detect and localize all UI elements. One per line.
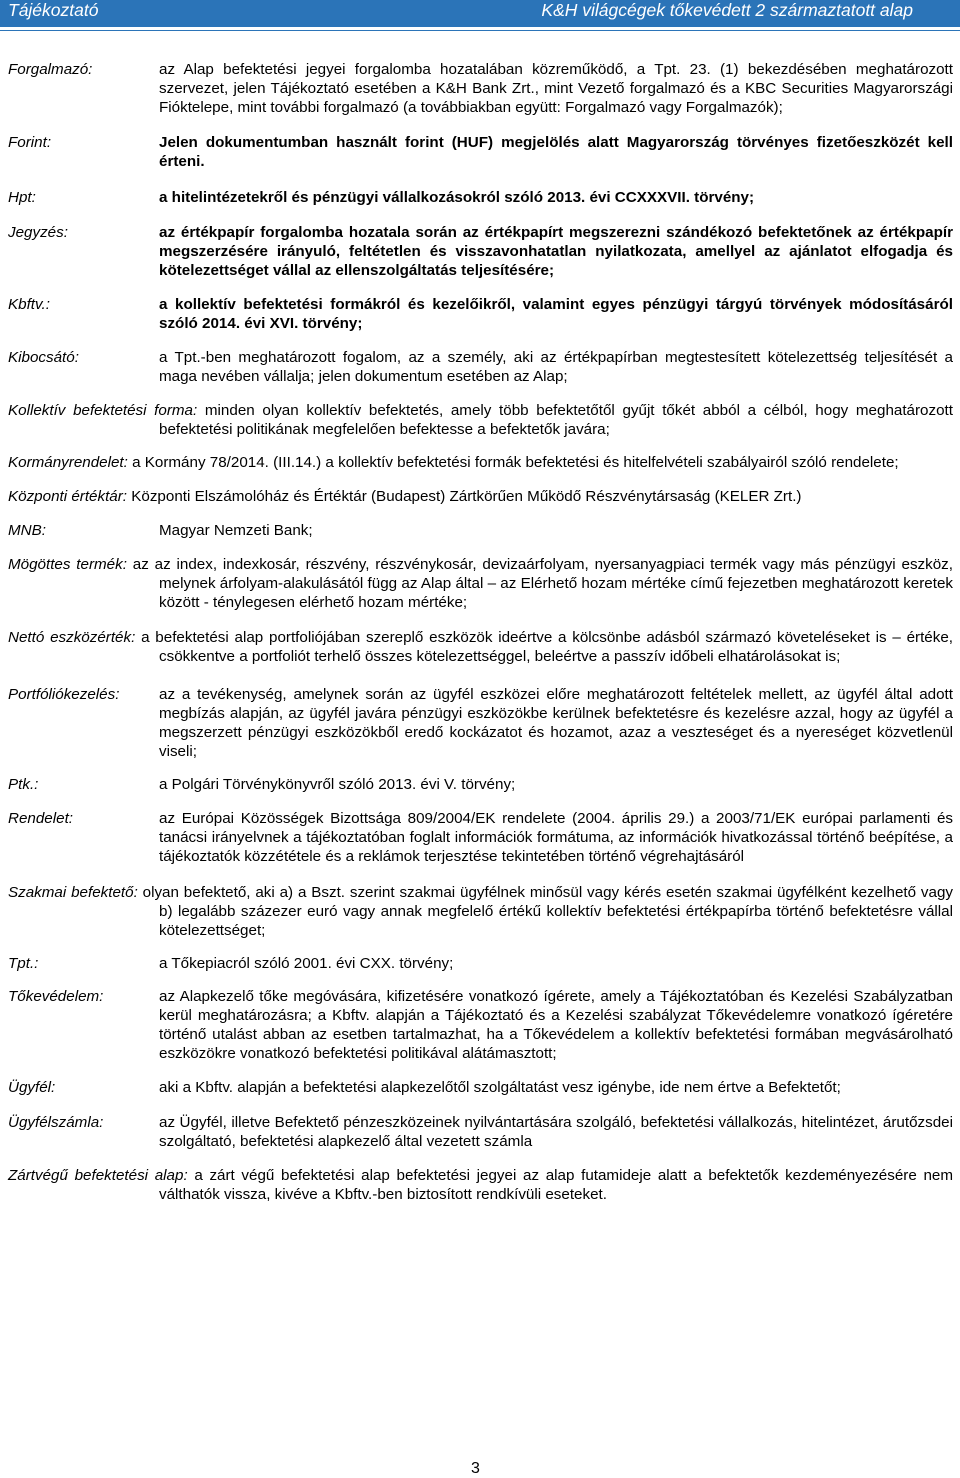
glossary-definition: Magyar Nemzeti Bank; — [159, 522, 313, 539]
glossary-definition: a Polgári Törvénykönyvről szóló 2013. évi V. törvény; — [159, 776, 516, 793]
glossary-entry — [8, 775, 953, 794]
glossary-entry — [8, 133, 953, 171]
header-rule — [0, 26, 960, 31]
glossary-entry — [8, 555, 953, 612]
glossary-term: Központi értéktár: — [8, 488, 132, 505]
glossary-entry — [8, 1078, 953, 1097]
glossary-term: Rendelet: — [8, 810, 74, 827]
glossary-entry — [8, 487, 953, 506]
glossary-term: Forint: — [8, 134, 52, 151]
page-header — [0, 0, 960, 26]
glossary-term: Ügyfél: — [8, 1079, 56, 1096]
glossary-definition: az az index, indexkosár, részvény, részvénykosár, devizaárfolyam, nyersanyagpiaci termék vagy más pénzügyi eszköz, melynek árfolyam-alakulásától függ az Alap által – az Elérhető hozam mértéke című fejezetben meghatározott keretek között - ténylegesen elérhető hozam mértéke; — [132, 556, 953, 611]
glossary-term: MNB: — [8, 522, 46, 539]
glossary-term: Tpt.: — [8, 955, 39, 972]
glossary-term: Zártvégű befektetési alap: — [8, 1167, 195, 1184]
glossary-entry — [8, 348, 953, 386]
glossary-entry — [8, 987, 953, 1063]
glossary-entry — [8, 295, 953, 333]
glossary-term: Kollektív befektetési forma: — [8, 402, 205, 419]
glossary-entry — [8, 883, 953, 940]
header-fund-name: K&H világcégek tőkevédett 2 származtatott alap — [541, 0, 913, 20]
glossary-definition: a befektetési alap portfoliójában szereplő eszközök ideértve a kölcsönbe adásból származó követeléseket is – értéke, csökkentve a portfoliót terhelő összes kötelezettséggel, beleértve a passzív időbeli elhatárolásokat is; — [141, 629, 953, 665]
glossary-definition: az Európai Közösségek Bizottsága 809/2004/EK rendelete (2004. április 29.) a 2003/71/EK európai parlamenti és tanácsi irányelvnek a tájékoztatóban foglalt információk formátuma, az információk hivatkozással történő beépítése, a tájékoztatók közzététele és a reklámok terjesztése tekintetében történő végrehajtásáról — [159, 810, 953, 865]
glossary-entry — [8, 809, 953, 866]
glossary — [8, 60, 953, 1204]
glossary-definition: Jelen dokumentumban használt forint (HUF) megjelölés alatt Magyarország törvényes fizetőeszközét kell érteni. — [159, 134, 953, 170]
glossary-term: Kibocsátó: — [8, 349, 79, 366]
header-document-title: Tájékoztató — [8, 0, 99, 20]
glossary-entry — [8, 188, 953, 207]
glossary-entry — [8, 1113, 953, 1151]
glossary-term: Ügyfélszámla: — [8, 1114, 104, 1131]
glossary-term: Portfóliókezelés: — [8, 686, 120, 703]
glossary-definition: a Tpt.-ben meghatározott fogalom, az a személy, aki az értékpapírban megtestesített kötelezettség teljesítését a maga nevében vállalja; jelen dokumentum esetében az Alap; — [159, 349, 953, 385]
glossary-definition: a Tőkepiacról szóló 2001. évi CXX. törvény; — [159, 955, 454, 972]
glossary-entry — [8, 954, 953, 973]
glossary-definition: Központi Elszámolóház és Értéktár (Budapest) Zártkörűen Működő Részvénytársaság (KELER Zrt.) — [131, 488, 802, 505]
glossary-entry — [8, 223, 953, 280]
glossary-definition: az Ügyfél, illetve Befektető pénzeszközeinek nyilvántartására szolgáló, befektetési vállalkozás, hitelintézet, árutőzsdei szolgáltató, befektetési alapkezelő által vezetett számla — [159, 1114, 953, 1150]
glossary-term: Hpt: — [8, 189, 36, 206]
glossary-definition: a zárt végű befektetési alap befektetési jegyei az alap futamideje alatt a befektetők kezdeményezésére nem válthatók vissza, kivéve a Kbftv.-ben biztosított rendkívüli eseteket. — [159, 1167, 953, 1203]
glossary-definition: a hitelintézetekről és pénzügyi vállalkozásokról szóló 2013. évi CCXXXVII. törvény; — [159, 189, 755, 206]
glossary-term: Tőkevédelem: — [8, 988, 104, 1005]
glossary-definition: minden olyan kollektív befektetés, amely több befektetőtől gyűjt tőkét abból a célból, hogy meghatározott befektetési politikának megfelelően befektesse a befektetők javára; — [159, 402, 953, 438]
glossary-entry — [8, 628, 953, 666]
glossary-definition: a kollektív befektetési formákról és kezelőikről, valamint egyes pénzügyi tárgyú törvények módosításáról szóló 2014. évi XVI. törvény; — [159, 296, 953, 332]
glossary-term: Ptk.: — [8, 776, 39, 793]
glossary-definition: aki a Kbftv. alapján a befektetési alapkezelőtől szolgáltatást vesz igénybe, ide nem értve a Befektetőt; — [159, 1079, 841, 1096]
glossary-entry — [8, 401, 953, 439]
glossary-term: Kbftv.: — [8, 296, 50, 313]
glossary-definition: olyan befektető, aki a) a Bszt. szerint szakmai ügyfélnek minősül vagy kérés esetén szakmai ügyfélként kezelhető vagy b) legalább százezer euró vagy annak megfelelő értékű kollektív befektetési értékpapírba történő befektetésre vállal kötelezettséget; — [142, 884, 953, 939]
glossary-term: Szakmai befektető: — [8, 884, 143, 901]
glossary-definition: az Alapkezelő tőke megóvására, kifizetésére vonatkozó ígérete, amely a Tájékoztatóban és Kezelési Szabályzatban kerül meghatározásra; a Kbftv. alapján a Tájékoztató és a Kezelési szabályzat Tőkevédelemre vonatkozó ígéretére történő utalást abban az esetben tartalmazhat, ha a Tőkevédelem a kollektív befektetési formában megvásárolható eszközökre vonatkozó befektetési politikával alátámasztott; — [159, 988, 953, 1062]
glossary-entry — [8, 60, 953, 117]
glossary-term: Mögöttes termék: — [8, 556, 133, 573]
glossary-term: Jegyzés: — [8, 224, 68, 241]
glossary-term: Nettó eszközérték: — [8, 629, 142, 646]
glossary-entry — [8, 1166, 953, 1204]
glossary-entry — [8, 685, 953, 761]
glossary-entry — [8, 521, 953, 540]
glossary-definition: az Alap befektetési jegyei forgalomba hozatalában közreműködő, a Tpt. 23. (1) bekezdésében meghatározott szervezet, jelen Tájékoztató esetében a K&H Bank Zrt., mint Vezető forgalmazó és a KBC Securities Magyarországi Fióktelepe, mint további forgalmazó (a továbbiakban együtt: Forgalmazó vagy Forgalmazók); — [159, 61, 953, 116]
glossary-definition: az értékpapír forgalomba hozatala során az értékpapírt megszerezni szándékozó befektetőnek az értékpapír megszerzésére irányuló, feltétetlen és visszavonhatatlan nyilatkozata, amellyel az ajánlatot elfogadja és kötelezettséget vállal az ellenszolgáltatás teljesítésére; — [159, 224, 953, 279]
glossary-entry — [8, 453, 953, 472]
page-number: 3 — [471, 1460, 480, 1477]
glossary-definition: a Kormány 78/2014. (III.14.) a kollektív befektetési formák befektetési és hitelfelvételi szabályairól szóló rendelete; — [132, 454, 899, 471]
glossary-term: Kormányrendelet: — [8, 454, 133, 471]
glossary-definition: az a tevékenység, amelynek során az ügyfél eszközei előre meghatározott feltételek mellett, az ügyfél által adott megbízás alapján, az ügyfél javára pénzügyi eszközökbe kerülnek befektetésre és kezelésre azzal, hogy az ügyfél a megszerzett pénzügyi eszközökből eredő kockázatot és hozamot, azaz a veszteséget és a nyereséget közvetlenül viseli; — [159, 686, 953, 760]
glossary-term: Forgalmazó: — [8, 61, 93, 78]
